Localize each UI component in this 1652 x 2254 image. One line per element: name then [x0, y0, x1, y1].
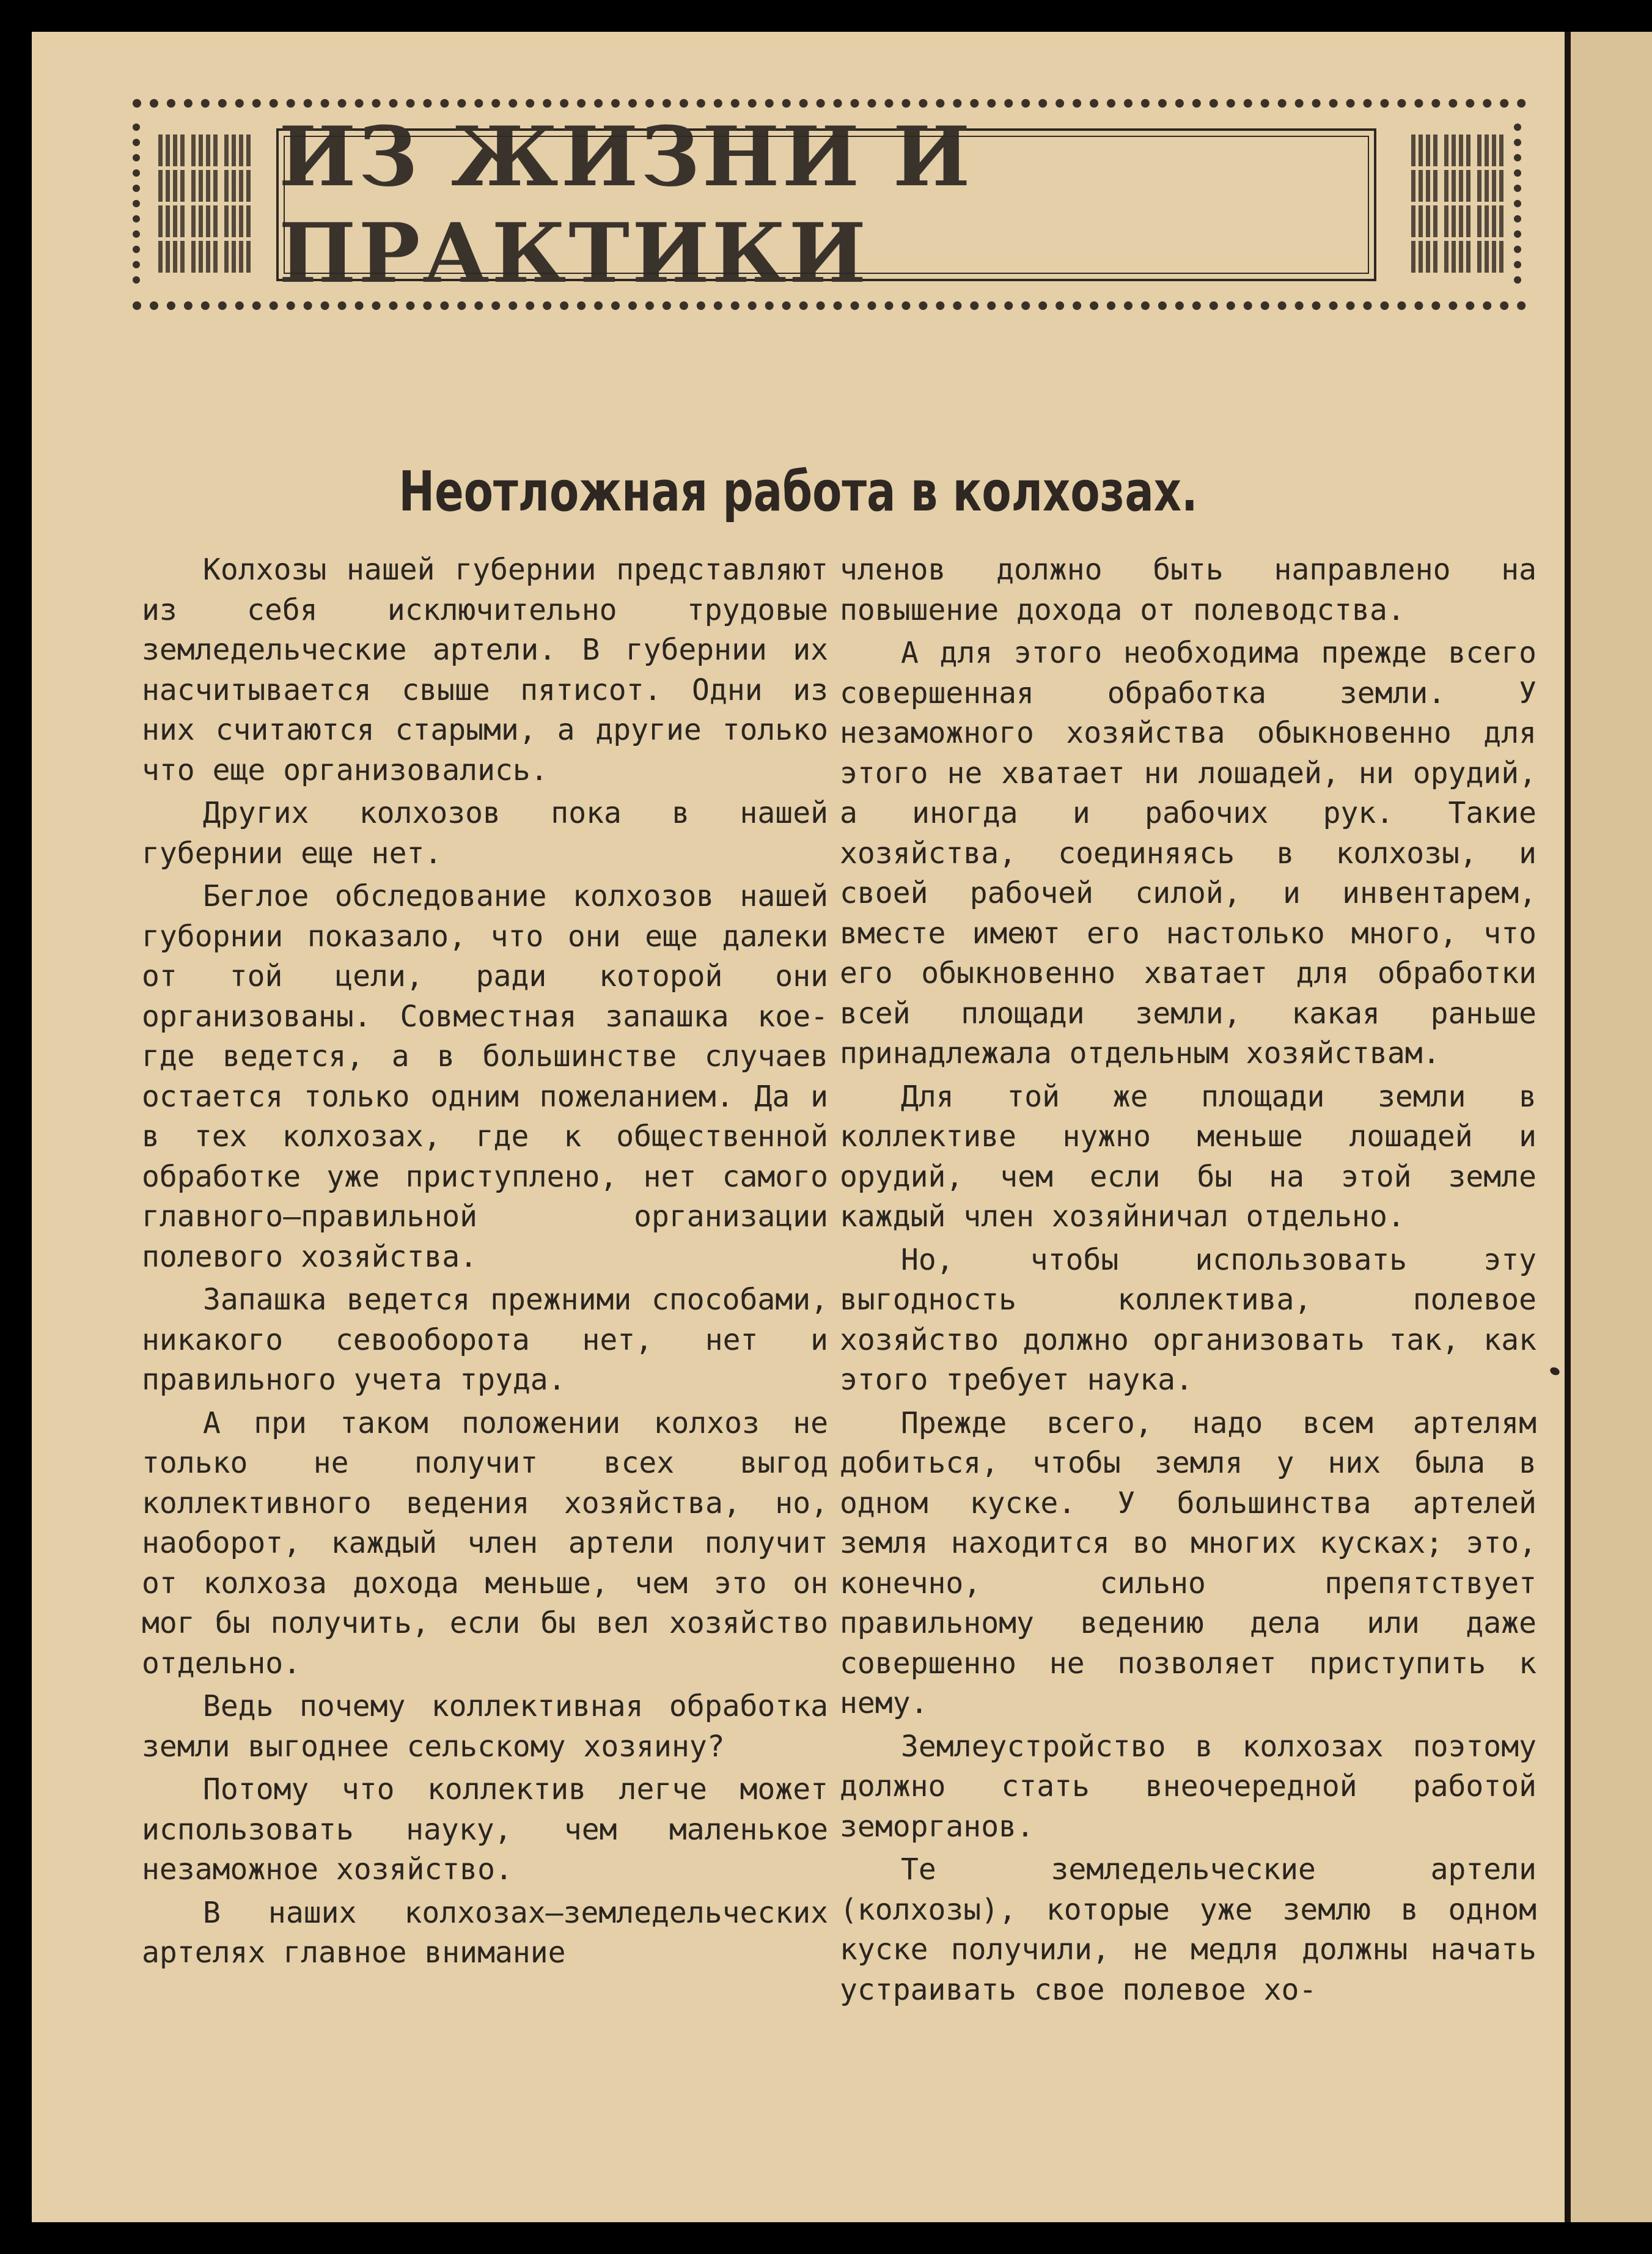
paragraph: А при таком положении колхоз не только не получит всех выгод коллективного ведения хозяйства, но, наоборот, каждый член артели получит от колхоза дохода меньше, чем это он мог бы получить, если бы вел хозяйство отдельно. [142, 1405, 828, 1681]
paragraph: Ведь почему коллективная обработка земли выгоднее сельскому хозяину? [142, 1689, 828, 1764]
paragraph: Запашка ведется прежними способами, никакого севооборота нет, нет и правильного учета труда. [142, 1283, 828, 1397]
paragraph: Для той же площади земли в коллективе нужно меньше лошадей и орудий, чем если бы на этой земле каждый член хозяйничал отдельно. [840, 1079, 1536, 1234]
section-title-box [276, 108, 1376, 301]
ornament-block-left [151, 127, 261, 280]
paragraph: В наших колхозах—земледельческих артелях главное внимание [142, 1895, 828, 1970]
adjacent-page-edge [1565, 32, 1652, 2222]
ornament-block-right [1404, 127, 1514, 280]
article-title: Неотложная работа в колхозах. [398, 460, 1198, 524]
article-column-left [142, 550, 828, 1973]
paragraph: Но, чтобы использовать эту выгодность коллектива, полевое хозяйство должно организовать так, как этого требует наука. [840, 1242, 1536, 1397]
paragraph: Беглое обследование колхозов нашей губорнии показало, что они еще далеки от той цели, ради которой они организованы. Совместная запашка кое-где ведется, а в большинстве случаев остается только одним пожеланием. Да и в тех колхозах, где к общественной обработке уже приступлено, нет самого главного—правильной организации полевого хозяйства. [142, 879, 828, 1274]
paragraph: Те земледельческие артели (колхозы), которые уже землю в одном куске получили, не медля должны начать устраивать свое полевое хо- [840, 1852, 1536, 2007]
ornament-border-right [1514, 123, 1533, 284]
paragraph: Прежде всего, надо всем артелям добиться, чтобы земля у них была в одном куске. У большинства артелей земля находится во многих кусках; это, конечно, сильно препятствует правильному ведению дела или даже совершенно не позволяет приступить к нему. [840, 1405, 1536, 1720]
paragraph: Потому что коллектив легче может использовать науку, чем маленькое незаможное хозяйство. [142, 1772, 828, 1887]
paragraph: А для этого необходима прежде всего совершенная обработка земли. У незаможного хозяйства обыкновенно для этого не хватает ни лошадей, ни орудий, а иногда и рабочих рук. Такие хозяйства, соединяясь в колхозы, и своей рабочей силой, и инвентарем, вместе имеют его настолько много, что его обыкновенно хватает для обработки всей площади земли, какая раньше принадлежала отдельным хозяйствам. [840, 636, 1536, 1070]
paragraph: членов должно быть направлено на повышение дохода от полеводства. [840, 553, 1536, 627]
section-title: ИЗ ЖИЗНИ И ПРАКТИКИ [279, 108, 973, 301]
page [32, 32, 1565, 2222]
paragraph: Землеустройство в колхозах поэтому должно стать внеочередной работой земорганов. [840, 1729, 1536, 1844]
paragraph: Колхозы нашей губернии представляют из себя исключительно трудовые земледельческие артели. В губернии их насчитывается свыше пятисот. Одни из них считаются старыми, а другие только что еще организовались. [142, 553, 828, 787]
ornament-border-left [133, 123, 152, 284]
paragraph: Других колхозов пока в нашей губернии еще нет. [142, 796, 828, 871]
ink-blot [1549, 1366, 1561, 1377]
article-column-right [840, 550, 1536, 2010]
section-header-ornament [133, 99, 1526, 310]
